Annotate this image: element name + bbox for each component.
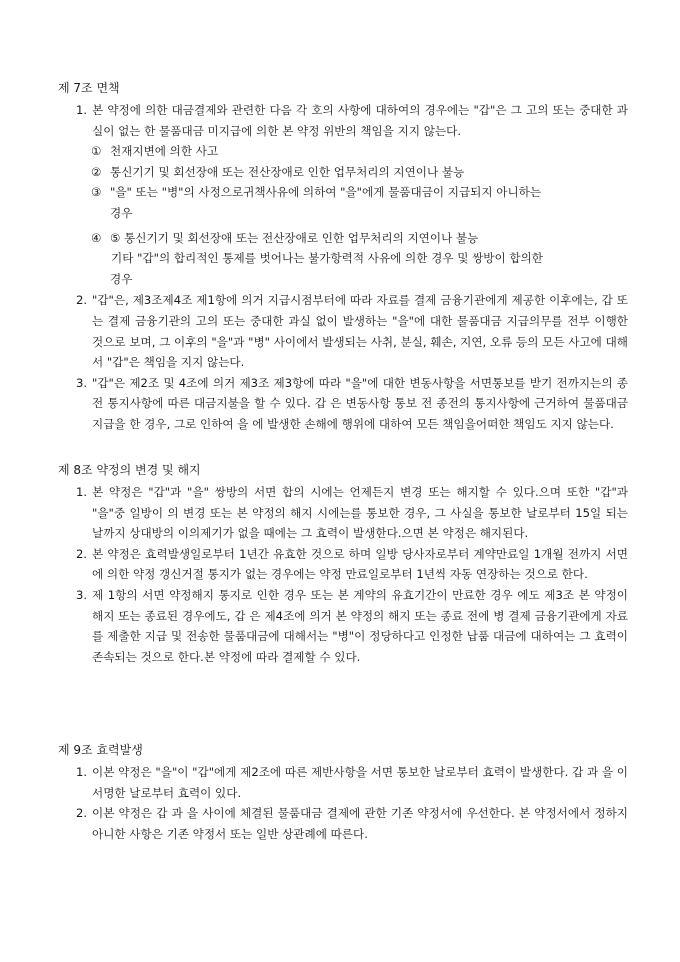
article-8-item-1: [58, 482, 628, 544]
item-number: 3.: [76, 375, 88, 390]
article-8-title: 제 8조 약정의 변경 및 해지: [58, 463, 201, 477]
item-text: 본 약정은 "갑"과 "을" 쌍방의 서면 합의 시에는 언제든지 변경 또는 해지할 수 있다.으며 또한 "갑"과 "을"중 일방이 의 변경 또는 본 약정의 해지 시에는를 통보한 경우, 그 사실을 통보한 날로부터 15일 되는 날까지 상대방의 이의제기가 없을 때에는 그 효력이 발생한다.으면 본 약정은 해지된다.: [92, 485, 628, 541]
item-number: 1.: [76, 485, 88, 499]
item-text: "갑"은, 제3조제4조 제1항에 의거 지급시점부터에 따라 자료를 결제 금융기관에게 제공한 이후에는, 갑 또는 결제 금융기관의 고의 또는 중대한 과실 없이 발생하는 "을"에 대한 물품대금 지급의무를 전부 이행한 것으로 보며, 그 이후의 "을"과 "병" 사이에서 발생되는 사취, 분실, 훼손, 지연, 오류 등의 모든 사고에 대해서 "갑"은 책임을 지지 않는다.: [92, 293, 628, 370]
sub-text: "을" 또는 "병"의 사정으로귀책사유에 의하여 "을"에게 물품대금이 지급되지 아니하는: [110, 185, 542, 200]
item-text: 본 약정은 효력발생일로부터 1년간 유효한 것으로 하며 일방 당사자로부터 계약만료일 1개월 전까지 서면에 의한 약정 갱신거절 통지가 없는 경우에는 약정 만료일로부터 1년씩 자동 연장하는 것으로 한다.: [92, 546, 628, 582]
item-text: 이본 약정은 "을"이 "갑"에게 제2조에 따른 제반사항을 서면 통보한 날로부터 효력이 발생한다. 갑 과 을 이 서명한 날로부터 효력이 있다.: [92, 765, 628, 800]
article-7-item-3: [58, 373, 628, 435]
article-9-item-1: [58, 762, 628, 803]
article-7-sub-tail-line-2: 경우: [110, 271, 133, 286]
item-text: 제 1항의 서면 약정해지 통지로 인한 경우 또는 본 계약의 유효기간이 만료한 경우 에도 제3조 본 약정이 해지 또는 종료된 경우에도, 갑 은 제4조에 의거 본 약정의 해지 또는 종료 전에 병 결제 금융기관에게 자료를 제출한 지급 및 전송한 물품대금에 대해서는 "병"이 정당하다고 인정한 납품 대금에 대하여는 그 효력이 존속되는 것으로 한다.본 약정에 따라 결제할 수 있다.: [92, 587, 628, 664]
article-9: [58, 740, 628, 844]
item-number: 3.: [76, 587, 88, 602]
item-number: 2.: [76, 546, 88, 561]
item-number: 2.: [76, 293, 88, 308]
item-number: 2.: [76, 806, 88, 821]
sub-number: ②: [91, 164, 102, 179]
item-text: "갑"은 제2조 및 4조에 의거 제3조 제3항에 따라 "을"에 대한 변동사항을 서면통보를 받기 전까지는의 종전 통지사항에 따른 대금지불을 할 수 있다. 갑 은 변동사항 통보 전 종전의 통지사항에 근거하여 물품대금 지급을 한 경우, 그로 인하여 을 에 발생한 손해에 행위에 대하여 모든 책임을어떠한 책임도 지지 않는다.: [92, 375, 628, 431]
article-7-sub-4: [58, 228, 628, 249]
article-7-sub-2: [58, 162, 628, 183]
article-9-item-2: [58, 803, 628, 844]
article-7-title: 제 7조 면책: [58, 81, 120, 95]
sub-number: ④: [91, 230, 102, 245]
sub-text: 천재지변에 의한 사고: [110, 144, 219, 159]
article-7-item-2: [58, 290, 628, 372]
article-7-sub-tail-line-1: 기타 "갑"의 합리적인 통제를 벗어나는 불가항력적 사유에 의한 경우 및 쌍방이 합의한: [111, 251, 543, 266]
article-8: [58, 460, 628, 667]
article-7: [58, 78, 628, 435]
article-7-item-1: [58, 100, 628, 141]
item-text: 본 약정에 의한 대금결제와 관련한 다음 각 호의 사항에 대하여의 경우에는 "갑"은 그 고의 또는 중대한 과실이 없는 한 물품대금 미지급에 의한 본 약정 위반의 책임을 지지 않는다.: [92, 103, 628, 138]
article-9-title: 제 9조 효력발생: [58, 743, 143, 757]
article-8-item-2: [58, 544, 628, 585]
article-7-sub-1: [58, 141, 628, 162]
item-number: 1.: [76, 765, 88, 779]
sub-text: 통신기기 및 회선장애 또는 전산장애로 인한 업무처리의 지연이나 불능: [110, 164, 465, 179]
sub-number: ①: [91, 144, 102, 159]
sub-number: ③: [91, 185, 102, 200]
item-text: 이본 약정은 갑 과 을 사이에 체결된 물품대금 결제에 관한 기존 약정서에 우선한다. 본 약정서에서 정하지 아니한 사항은 기존 약정서 또는 일반 상관례에 따른다.: [92, 806, 628, 841]
item-number: 1.: [76, 103, 88, 117]
sub-text-continuation: 경우: [110, 205, 133, 220]
sub-text: ⑤ 통신기기 및 회선장애 또는 전산장애로 인한 업무처리의 지연이나 불능: [110, 230, 479, 245]
article-8-item-3: [58, 585, 628, 667]
article-7-sub-3: [58, 182, 628, 223]
